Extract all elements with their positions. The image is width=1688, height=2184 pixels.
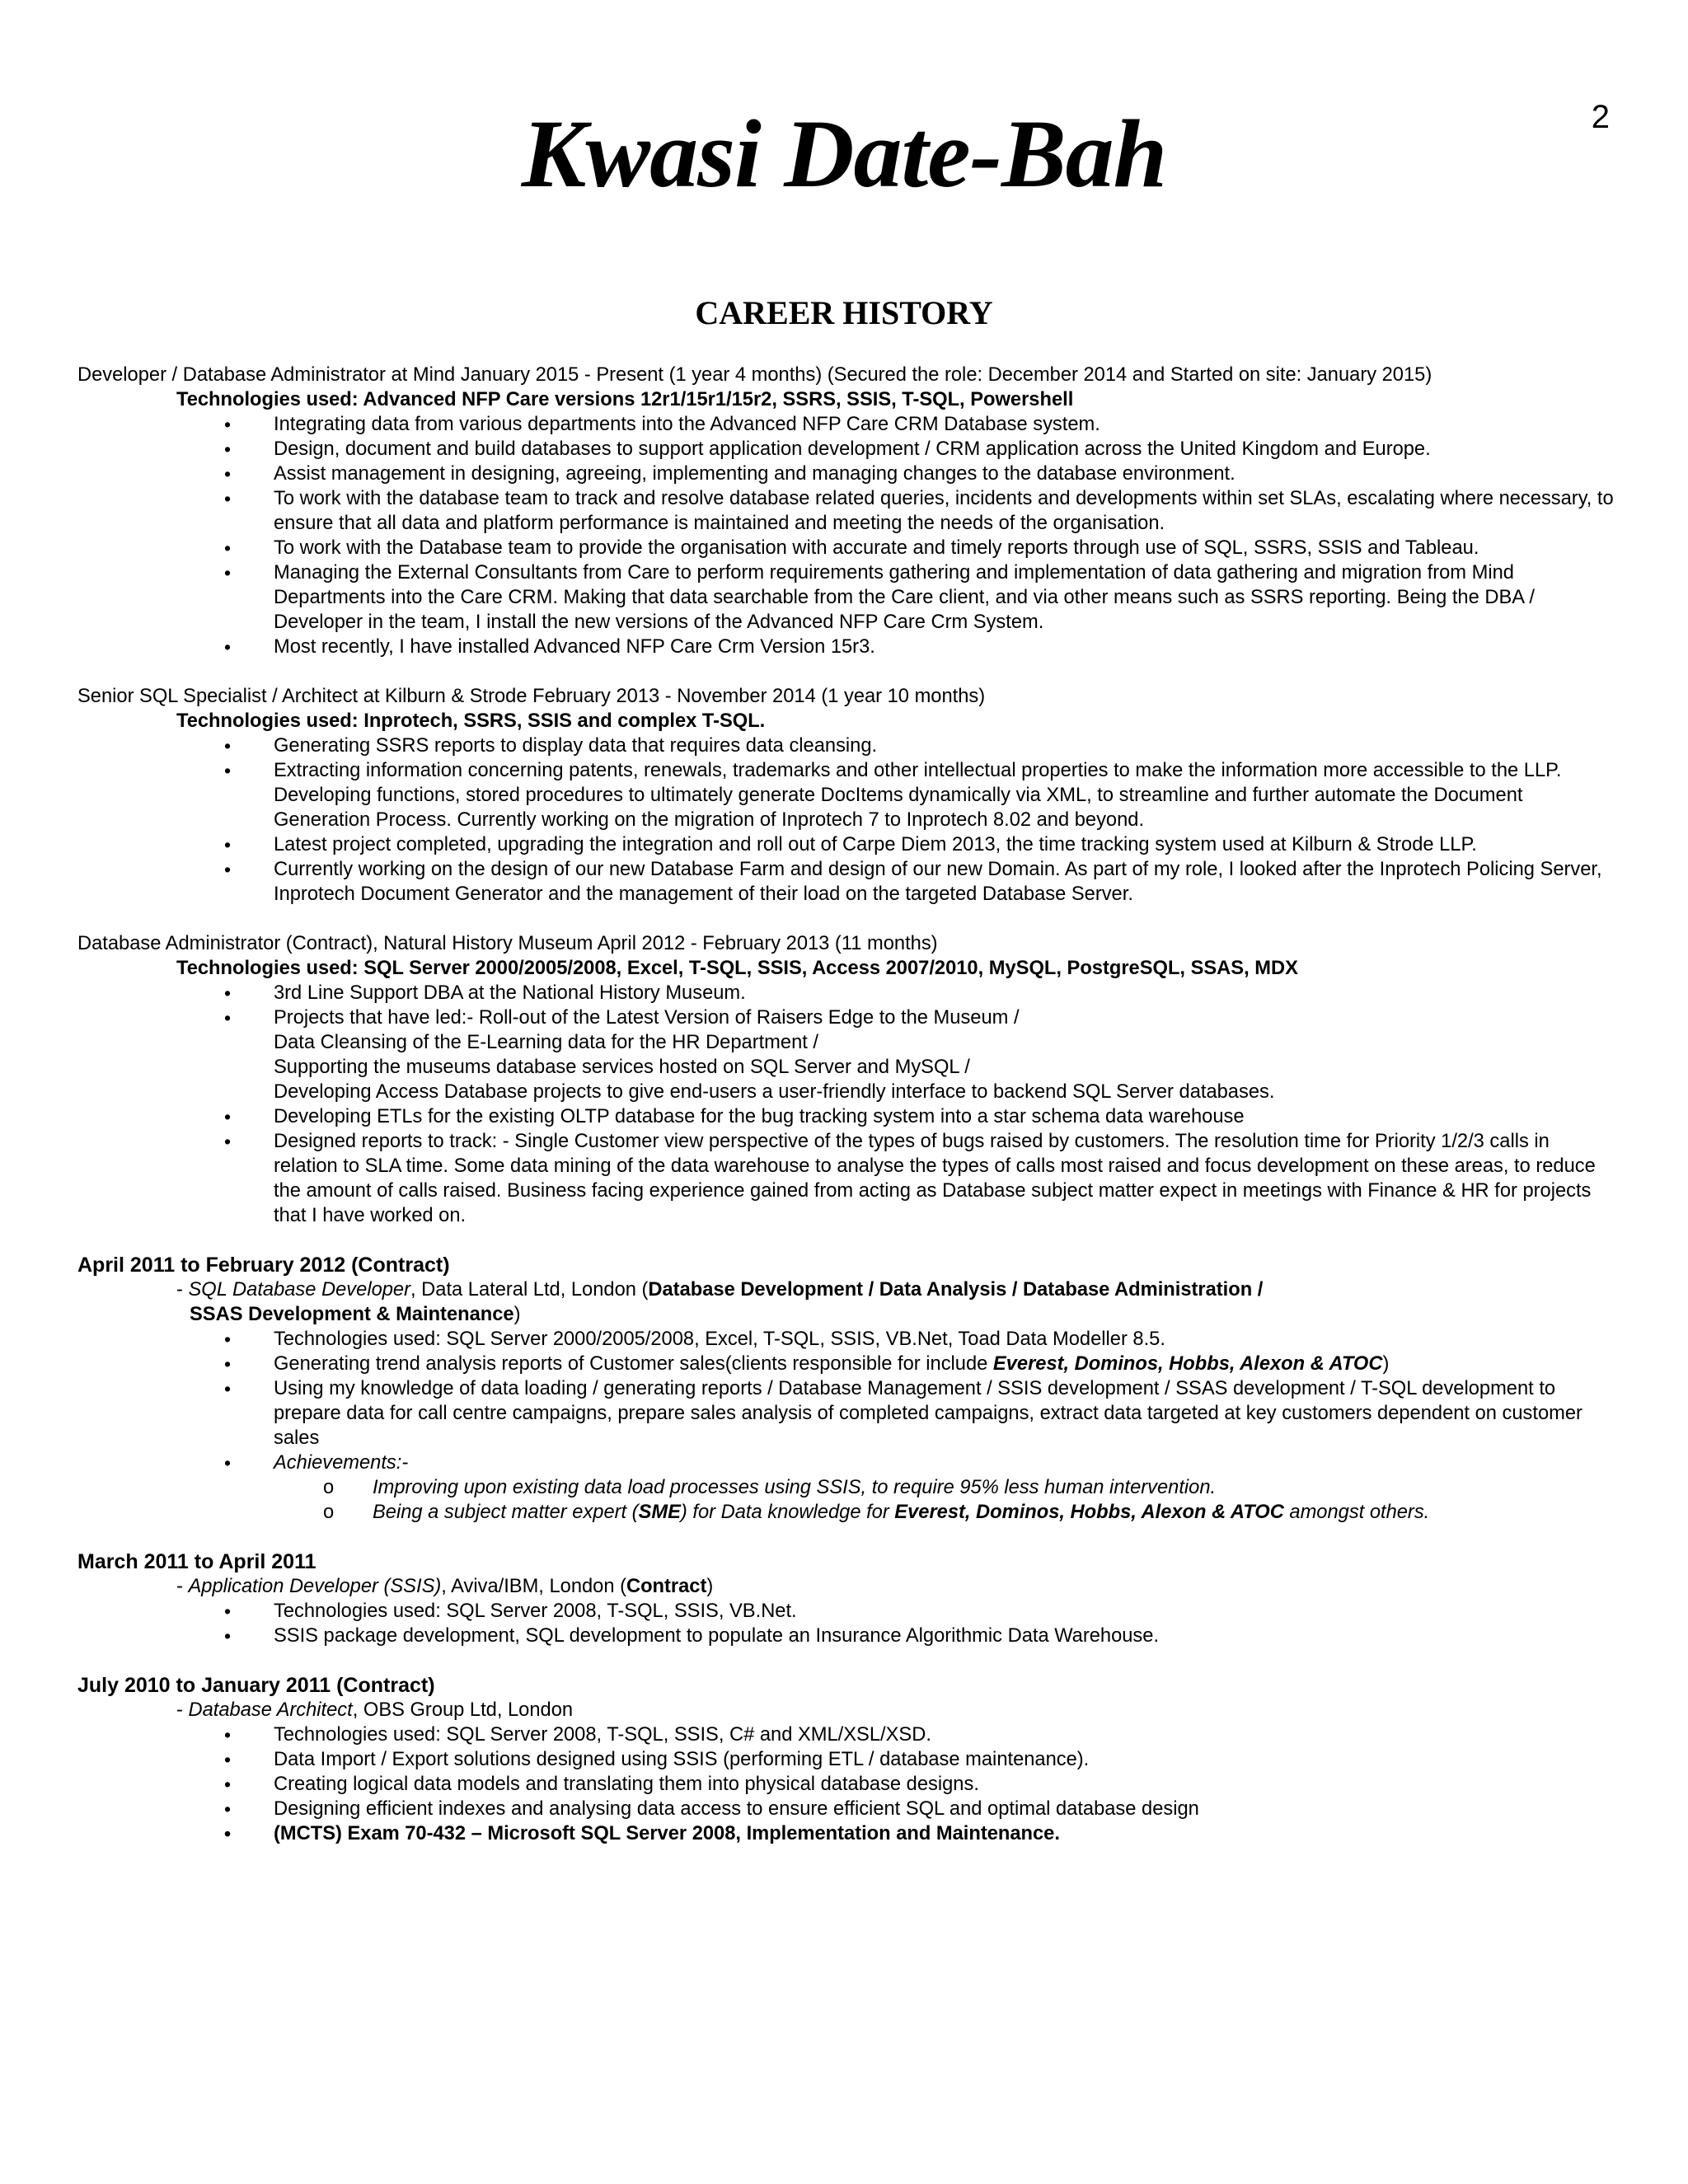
list-item <box>224 1005 1619 1104</box>
job-heading-nhm: Database Administrator (Contract), Natural History Museum April 2012 - February 2013 (11 months) <box>77 933 938 954</box>
list-item <box>224 1451 1619 1525</box>
job-period-obs: July 2010 to January 2011 (Contract) <box>77 1674 435 1697</box>
list-item: • To work with the Database team to provide the organisation with accurate and timely reports through use of SQL, SSRS, SSIS and Tableau. <box>224 536 1619 560</box>
job-period-datalateral: April 2011 to February 2012 (Contract) <box>77 1254 450 1277</box>
list-item: • Design, document and build databases to support application development / CRM application across the United Kingdom and Europe. <box>224 437 1619 462</box>
list-item: • Generating SSRS reports to display data that requires data cleansing. <box>224 733 1619 758</box>
list-item: • SSIS package development, SQL development to populate an Insurance Algorithmic Data Warehouse. <box>224 1624 1619 1648</box>
project-line: Developing Access Database projects to give end-users a user-friendly interface to backend SQL Server databases. <box>274 1081 1275 1103</box>
job-bullets-datalateral <box>224 1327 1619 1525</box>
job-role-aviva: - Application Developer (SSIS), Aviva/IBM, London (Contract) <box>176 1576 714 1597</box>
section-title: CAREER HISTORY <box>695 294 993 331</box>
job-bullets-obs <box>224 1722 1619 1846</box>
job-heading-mind: Developer / Database Administrator at Mind January 2015 - Present (1 year 4 months) (Secured the role: December 2014 and Started on site: January 2015) <box>77 364 1432 386</box>
list-item: • Creating logical data models and translating them into physical database designs. <box>224 1772 1619 1797</box>
job-bullets-kilburn <box>224 733 1619 907</box>
list-item: • Integrating data from various departments into the Advanced NFP Care CRM Database system. <box>224 412 1619 437</box>
career-history-content <box>77 363 1619 1846</box>
list-item: • Technologies used: SQL Server 2008, T-SQL, SSIS, VB.Net. <box>224 1599 1619 1624</box>
project-line: Data Cleansing of the E-Learning data for the HR Department / <box>274 1032 818 1053</box>
resume-name: Kwasi Date-Bah <box>521 100 1167 208</box>
page-number: 2 <box>1591 99 1610 135</box>
list-item: • Most recently, I have installed Advanced NFP Care Crm Version 15r3. <box>224 635 1619 659</box>
list-item: • Generating trend analysis reports of Customer sales(clients responsible for include Everest, Dominos, Hobbs, Alexon & ATOC) <box>224 1352 1619 1376</box>
achievements-list <box>323 1475 1619 1525</box>
project-line: • Projects that have led:- Roll-out of the Latest Version of Raisers Edge to the Museum / <box>274 1007 1020 1029</box>
job-tech-mind: Technologies used: Advanced NFP Care versions 12r1/15r1/15r2, SSRS, SSIS, T-SQL, Powershell <box>176 389 1074 410</box>
job-role-datalateral: - SQL Database Developer, Data Lateral Ltd, London (Database Development / Data Analysis / Database Administration / <box>176 1279 1264 1301</box>
project-line: Supporting the museums database services hosted on SQL Server and MySQL / <box>274 1057 970 1078</box>
achievement-item: o Improving upon existing data load processes using SSIS, to require 95% less human intervention. <box>323 1475 1619 1500</box>
job-tech-nhm: Technologies used: SQL Server 2000/2005/2008, Excel, T-SQL, SSIS, Access 2007/2010, MySQL, PostgreSQL, SSAS, MDX <box>176 958 1298 979</box>
list-item: • Designed reports to track: - Single Customer view perspective of the types of bugs raised by customers. The resolution time for Priority 1/2/3 calls in relation to SLA time. Some data mining of the data warehouse to analyse the types of calls most raised and focus development on these areas, to reduce the amount of calls raised. Business facing experience gained from acting as Database subject matter expect in meetings with Finance & HR for projects that I have worked on. <box>224 1129 1619 1228</box>
list-item: • To work with the database team to track and resolve database related queries, incidents and developments within set SLAs, escalating where necessary, to ensure that all data and platform performance is maintained and meeting the needs of the organisation. <box>224 486 1619 536</box>
list-item: • Technologies used: SQL Server 2000/2005/2008, Excel, T-SQL, SSIS, VB.Net, Toad Data Modeller 8.5. <box>224 1327 1619 1352</box>
list-item: • Data Import / Export solutions designed using SSIS (performing ETL / database maintenance). <box>224 1747 1619 1772</box>
achievements-label: Achievements:- <box>274 1452 409 1474</box>
list-item: • Assist management in designing, agreeing, implementing and managing changes to the database environment. <box>224 462 1619 486</box>
list-item: • (MCTS) Exam 70-432 – Microsoft SQL Server 2008, Implementation and Maintenance. <box>224 1821 1619 1846</box>
list-item: • Currently working on the design of our new Database Farm and design of our new Domain. As part of my role, I looked after the Inprotech Policing Server, Inprotech Document Generator and the management of their load on the targeted Database Server. <box>224 857 1619 907</box>
list-item: • Developing ETLs for the existing OLTP database for the bug tracking system into a star schema data warehouse <box>224 1104 1619 1129</box>
list-item: • Designing efficient indexes and analysing data access to ensure efficient SQL and optimal database design <box>224 1797 1619 1821</box>
achievement-item: o Being a subject matter expert (SME) for Data knowledge for Everest, Dominos, Hobbs, Alexon & ATOC amongst others. <box>323 1500 1619 1525</box>
job-role-obs: - Database Architect, OBS Group Ltd, London <box>176 1699 574 1721</box>
job-period-aviva: March 2011 to April 2011 <box>77 1550 316 1573</box>
list-item: • Extracting information concerning patents, renewals, trademarks and other intellectual properties to make the information more accessible to the LLP. Developing functions, stored procedures to ultimately generate DocItems dynamically via XML, to streamline and further automate the Document Generation Process. Currently working on the migration of Inprotech 7 to Inprotech 8.02 and beyond. <box>224 758 1619 832</box>
job-heading-kilburn: Senior SQL Specialist / Architect at Kilburn & Strode February 2013 - November 2014 (1 year 10 months) <box>77 686 986 707</box>
list-item: • 3rd Line Support DBA at the National History Museum. <box>224 981 1619 1005</box>
job-tech-kilburn: Technologies used: Inprotech, SSRS, SSIS and complex T-SQL. <box>176 710 766 732</box>
job-bullets-nhm <box>224 981 1619 1228</box>
list-item: • Latest project completed, upgrading the integration and roll out of Carpe Diem 2013, the time tracking system used at Kilburn & Strode LLP. <box>224 832 1619 857</box>
list-item: • Technologies used: SQL Server 2008, T-SQL, SSIS, C# and XML/XSL/XSD. <box>224 1722 1619 1747</box>
list-item: • Using my knowledge of data loading / generating reports / Database Management / SSIS development / SSAS development / T-SQL development to prepare data for call centre campaigns, prepare sales analysis of completed campaigns, extract data targeted at key customers dependent on customer sales <box>224 1376 1619 1451</box>
job-bullets-mind <box>224 412 1619 659</box>
job-role-datalateral-cont: SSAS Development & Maintenance) <box>190 1304 521 1325</box>
job-bullets-aviva <box>224 1599 1619 1648</box>
list-item: • Managing the External Consultants from Care to perform requirements gathering and implementation of data gathering and migration from Mind Departments into the Care CRM. Making that data searchable from the Care client, and via other means such as SSRS reporting. Being the DBA / Developer in the team, I install the new versions of the Advanced NFP Care Crm System. <box>224 560 1619 635</box>
